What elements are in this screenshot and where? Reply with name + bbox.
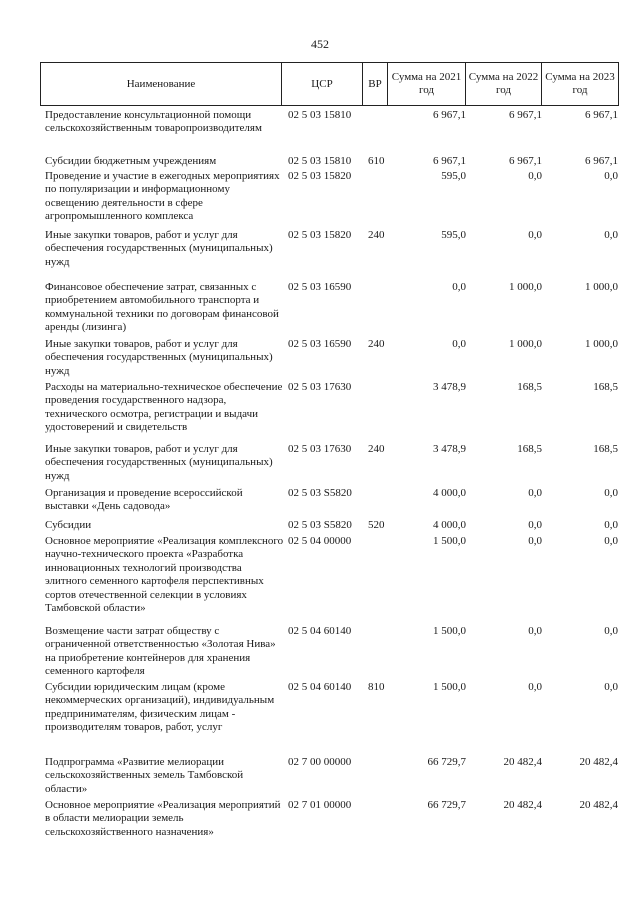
row-csr: 02 5 03 16590 xyxy=(288,281,352,293)
row-sum-2021: 0,0 xyxy=(452,281,466,293)
row-sum-2022: 0,0 xyxy=(528,535,542,547)
row-csr: 02 5 03 16590 xyxy=(288,338,352,350)
row-sum-2022: 168,5 xyxy=(517,381,542,393)
row-vr: 240 xyxy=(368,338,385,350)
row-sum-2021: 4 000,0 xyxy=(433,519,466,531)
row-vr: 810 xyxy=(368,681,385,693)
row-csr: 02 5 03 15820 xyxy=(288,229,352,241)
row-sum-2021: 0,0 xyxy=(452,338,466,350)
row-sum-2022: 0,0 xyxy=(528,170,542,182)
row-sum-2023: 6 967,1 xyxy=(585,155,618,167)
row-sum-2021: 1 500,0 xyxy=(433,625,466,637)
row-csr: 02 7 00 00000 xyxy=(288,756,352,768)
row-name: Субсидии бюджетным учреждениям xyxy=(45,155,217,167)
row-sum-2023: 6 967,1 xyxy=(585,109,618,121)
row-sum-2022: 1 000,0 xyxy=(509,338,542,350)
row-sum-2021: 66 729,7 xyxy=(427,799,466,811)
row-sum-2021: 66 729,7 xyxy=(427,756,466,768)
row-name: Расходы на материально-техническое обеспечение проведения государственного надзора, технического осмотра, регистрации и выдачи удостоверений и свидетельств xyxy=(45,381,283,434)
row-sum-2023: 0,0 xyxy=(604,625,618,637)
row-vr: 610 xyxy=(368,155,385,167)
row-sum-2021: 6 967,1 xyxy=(433,109,466,121)
row-csr: 02 5 03 15810 xyxy=(288,155,352,167)
header-sum-2023: Сумма на 2023 год xyxy=(541,62,619,106)
row-name: Финансовое обеспечение затрат, связанных с приобретением автомобильного транспорта и коммунальной техники по договорам финансовой аренды (лизинга) xyxy=(45,281,279,334)
row-name: Субсидии юридическим лицам (кроме некоммерческих организаций), индивидуальным предпринимателям, физическим лицам - производителям товаров, работ, услуг xyxy=(45,681,275,734)
row-sum-2023: 168,5 xyxy=(593,443,618,455)
row-sum-2022: 6 967,1 xyxy=(509,109,542,121)
row-name: Организация и проведение всероссийской выставки «День садовода» xyxy=(45,487,243,513)
row-sum-2022: 0,0 xyxy=(528,519,542,531)
row-sum-2021: 1 500,0 xyxy=(433,535,466,547)
row-sum-2023: 20 482,4 xyxy=(579,756,618,768)
row-sum-2023: 0,0 xyxy=(604,229,618,241)
header-name: Наименование xyxy=(40,62,282,106)
row-sum-2023: 0,0 xyxy=(604,487,618,499)
row-csr: 02 5 03 S5820 xyxy=(288,519,352,531)
row-csr: 02 5 03 17630 xyxy=(288,381,352,393)
row-sum-2023: 1 000,0 xyxy=(585,281,618,293)
row-csr: 02 5 04 60140 xyxy=(288,681,352,693)
header-vr: ВР xyxy=(362,62,388,106)
row-sum-2023: 0,0 xyxy=(604,170,618,182)
row-sum-2023: 0,0 xyxy=(604,535,618,547)
row-sum-2022: 0,0 xyxy=(528,229,542,241)
row-sum-2023: 0,0 xyxy=(604,519,618,531)
row-name: Проведение и участие в ежегодных мероприятиях по популяризации и информационному освещению деятельности в сфере агропромышленного комплекса xyxy=(45,170,280,223)
row-name: Иные закупки товаров, работ и услуг для обеспечения государственных (муниципальных) нужд xyxy=(45,443,273,482)
row-sum-2021: 595,0 xyxy=(441,229,466,241)
row-sum-2022: 1 000,0 xyxy=(509,281,542,293)
row-sum-2021: 3 478,9 xyxy=(433,443,466,455)
row-name: Подпрограмма «Развитие мелиорации сельскохозяйственных земель Тамбовской области» xyxy=(45,756,244,795)
row-sum-2023: 1 000,0 xyxy=(585,338,618,350)
header-sum-2022: Сумма на 2022 год xyxy=(465,62,542,106)
row-sum-2021: 4 000,0 xyxy=(433,487,466,499)
row-csr: 02 5 03 15810 xyxy=(288,109,352,121)
row-vr: 520 xyxy=(368,519,385,531)
row-name: Предоставление консультационной помощи сельскохозяйственным товаропроизводителям xyxy=(45,109,262,135)
row-sum-2022: 20 482,4 xyxy=(503,756,542,768)
row-sum-2021: 595,0 xyxy=(441,170,466,182)
row-name: Основное мероприятие «Реализация комплексного научно-технического проекта «Разработка инновационных технологий производства элитного семенного картофеля перспективных сортов отечественной селекции в условиях Тамбовской области» xyxy=(45,535,284,615)
row-csr: 02 5 03 17630 xyxy=(288,443,352,455)
row-sum-2021: 3 478,9 xyxy=(433,381,466,393)
row-name: Иные закупки товаров, работ и услуг для обеспечения государственных (муниципальных) нужд xyxy=(45,338,273,377)
row-sum-2022: 20 482,4 xyxy=(503,799,542,811)
row-csr: 02 5 04 00000 xyxy=(288,535,352,547)
row-csr: 02 5 03 15820 xyxy=(288,170,352,182)
row-sum-2022: 0,0 xyxy=(528,487,542,499)
row-name: Иные закупки товаров, работ и услуг для обеспечения государственных (муниципальных) нужд xyxy=(45,229,273,268)
row-csr: 02 5 03 S5820 xyxy=(288,487,352,499)
row-sum-2022: 168,5 xyxy=(517,443,542,455)
row-sum-2022: 6 967,1 xyxy=(509,155,542,167)
row-sum-2023: 20 482,4 xyxy=(579,799,618,811)
row-name: Возмещение части затрат обществу с ограниченной ответственностью «Золотая Нива» на приобретение контейнеров для хранения семенного картофеля xyxy=(45,625,276,678)
row-sum-2022: 0,0 xyxy=(528,681,542,693)
row-sum-2023: 168,5 xyxy=(593,381,618,393)
row-csr: 02 5 04 60140 xyxy=(288,625,352,637)
header-csr: ЦСР xyxy=(281,62,363,106)
row-vr: 240 xyxy=(368,443,385,455)
page-number: 452 xyxy=(311,37,329,51)
row-csr: 02 7 01 00000 xyxy=(288,799,352,811)
row-name: Субсидии xyxy=(45,519,92,531)
row-sum-2021: 1 500,0 xyxy=(433,681,466,693)
row-vr: 240 xyxy=(368,229,385,241)
row-sum-2022: 0,0 xyxy=(528,625,542,637)
header-sum-2021: Сумма на 2021 год xyxy=(387,62,466,106)
row-sum-2021: 6 967,1 xyxy=(433,155,466,167)
row-name: Основное мероприятие «Реализация мероприятий в области мелиорации земель сельскохозяйственного назначения» xyxy=(45,799,281,838)
row-sum-2023: 0,0 xyxy=(604,681,618,693)
